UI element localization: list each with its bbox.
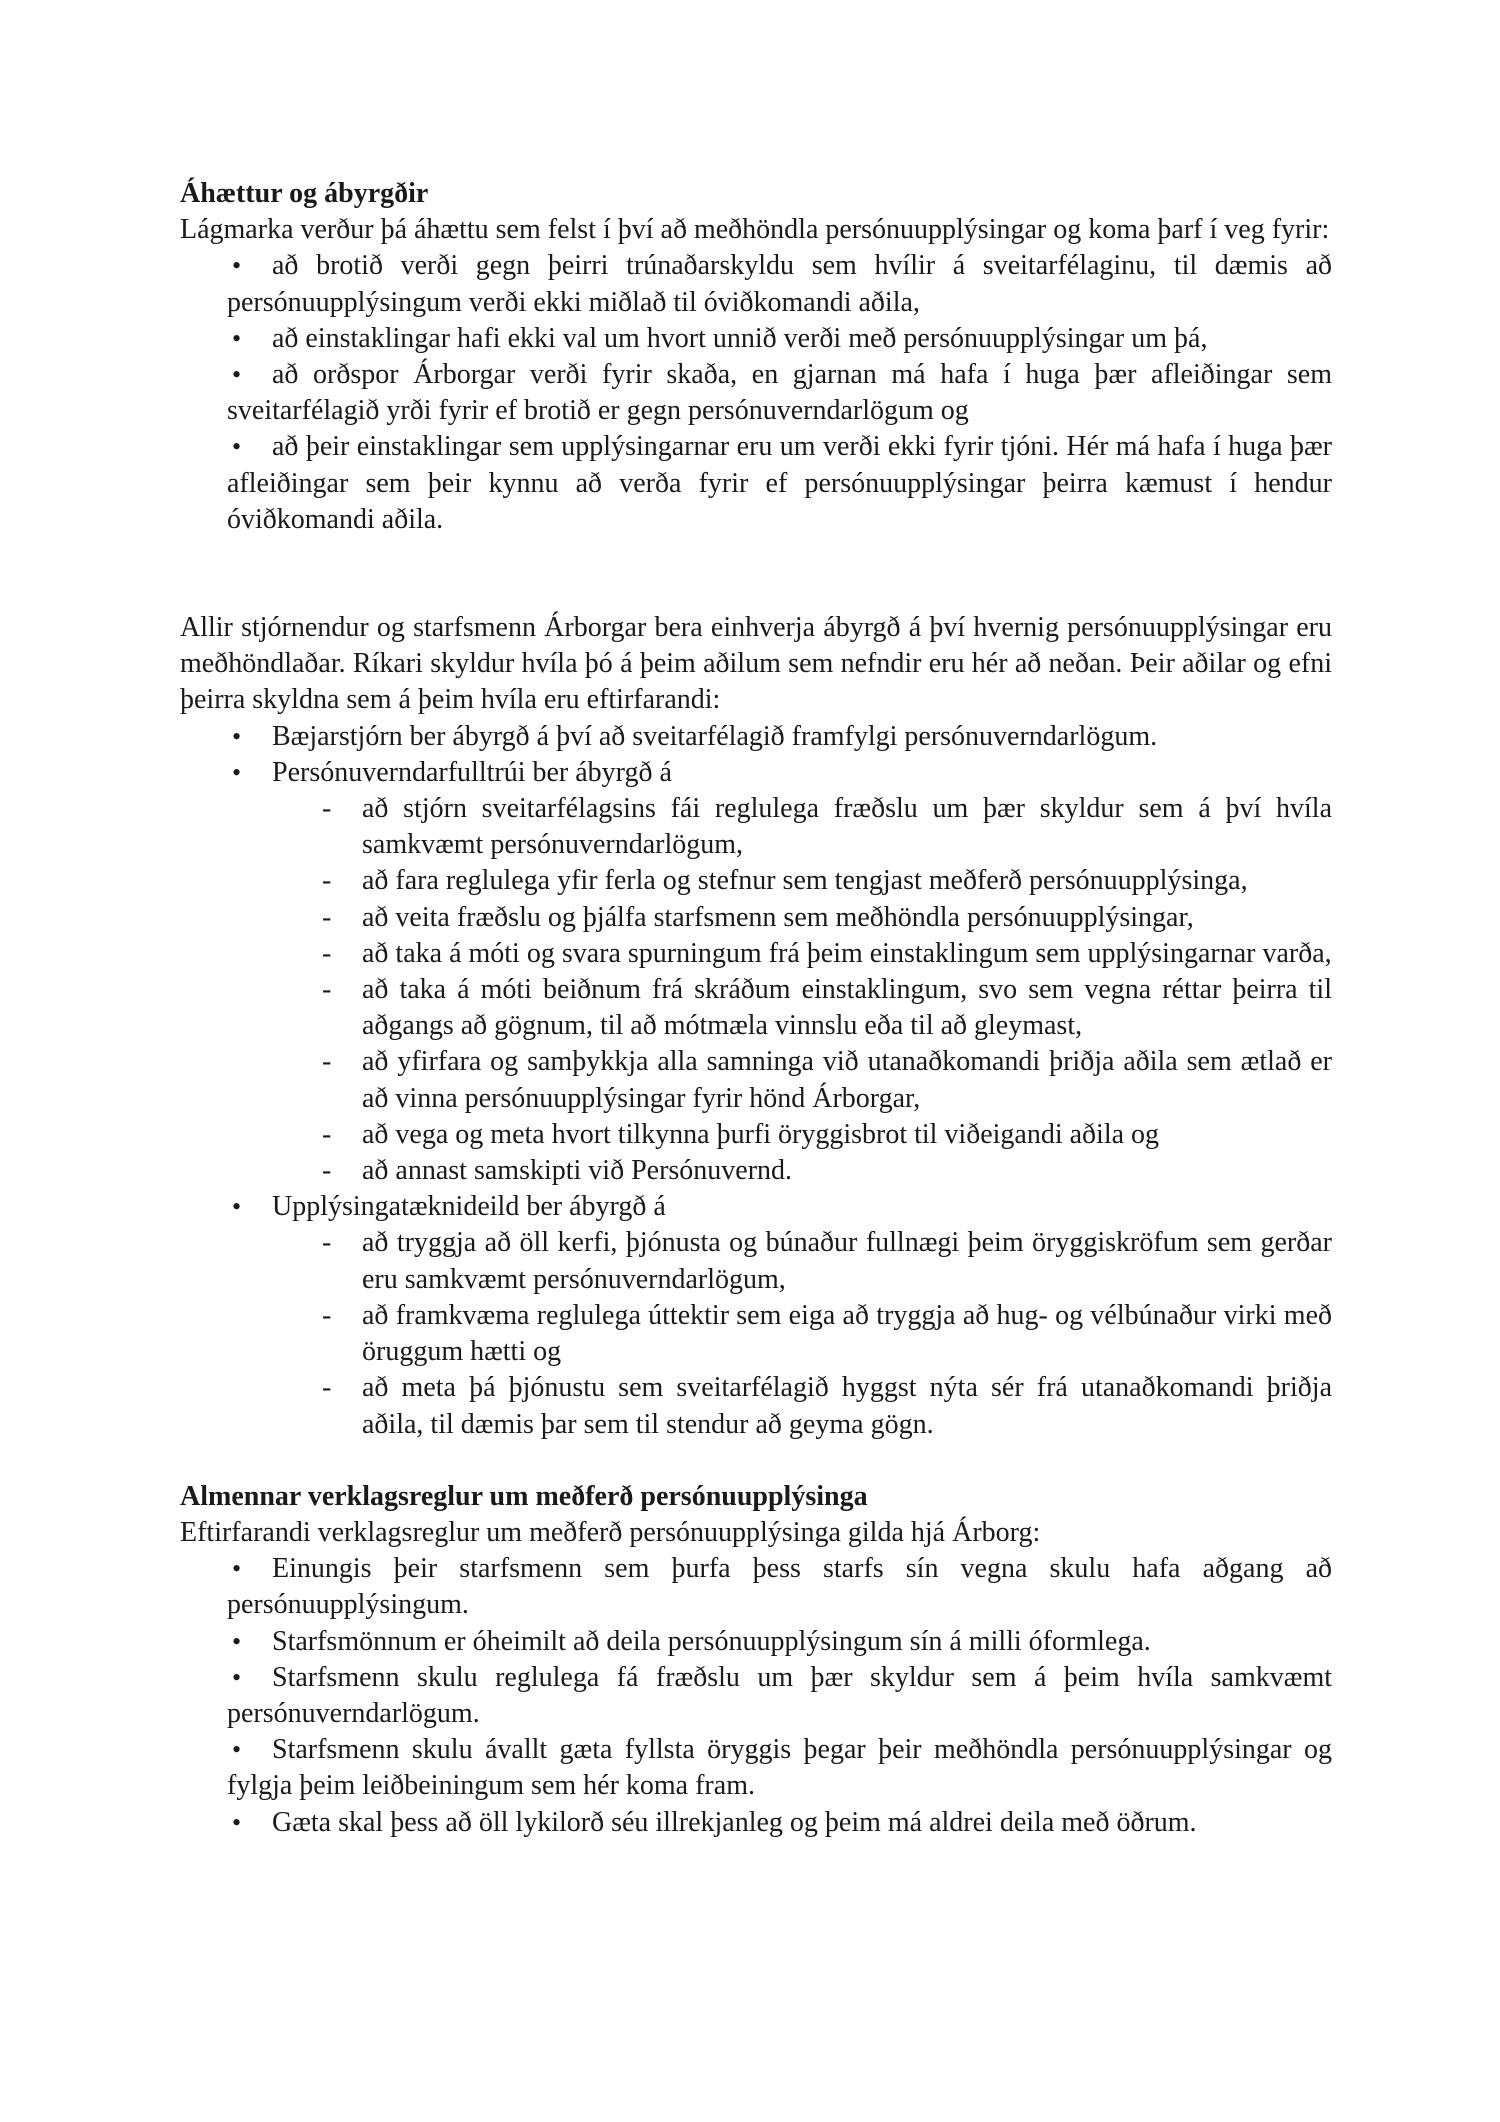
list-item: • að einstaklingar hafi ekki val um hvort unnið verði með persónuupplýsingar um þá, [227,321,1332,357]
list-item: - að tryggja að öll kerfi, þjónusta og búnaður fullnægi þeim öryggiskröfum sem gerðar eru samkvæmt persónuverndarlögum, [362,1225,1332,1297]
spacer [180,538,1332,610]
list-item: • Einungis þeir starfsmenn sem þurfa þess starfs sín vegna skulu hafa aðgang að persónuupplýsingum. [227,1551,1332,1623]
role-item-it [227,1189,1332,1225]
role-label: Upplýsingatæknideild ber ábyrgð á [272,1191,666,1223]
section-heading-risks: Áhættur og ábyrgðir [180,178,429,209]
role-item-dpo [227,755,1332,791]
list-item: - að taka á móti beiðnum frá skráðum einstaklingum, svo sem vegna réttar þeirra til aðgangs að gögnum, til að mótmæla vinnslu eða til að gleymast, [362,972,1332,1044]
list-item: - að fara reglulega yfir ferla og stefnur sem tengjast meðferð persónuupplýsinga, [362,863,1332,899]
list-item: - að yfirfara og samþykkja alla samninga við utanaðkomandi þriðja aðila sem ætlað er að vinna persónuupplýsingar fyrir hönd Árborgar, [362,1044,1332,1116]
list-item: - að stjórn sveitarfélagsins fái reglulega fræðslu um þær skyldur sem á því hvíla samkvæmt persónuverndarlögum, [362,791,1332,863]
list-item: • að orðspor Árborgar verði fyrir skaða, en gjarnan má hafa í huga þær afleiðingar sem sveitarfélagið yrði fyrir ef brotið er gegn persónuverndarlögum og [227,357,1332,429]
list-item: - að meta þá þjónustu sem sveitarfélagið hyggst nýta sér frá utanaðkomandi þriðja aðila, til dæmis þar sem til stendur að geyma gögn. [362,1370,1332,1442]
list-item: - að veita fræðslu og þjálfa starfsmenn sem meðhöndla persónuupplýsingar, [362,900,1332,936]
role-item-council [227,719,1332,755]
list-item: • Gæta skal þess að öll lykilorð séu illrekjanleg og þeim má aldrei deila með öðrum. [227,1805,1332,1841]
role-label: Persónuverndarfulltrúi ber ábyrgð á [272,756,672,788]
document-page [180,176,1332,1841]
section-intro: Eftirfarandi verklagsreglur um meðferð persónuupplýsinga gilda hjá Árborg: [180,1516,1041,1548]
list-item: • Starfsmenn skulu ávallt gæta fyllsta öryggis þegar þeir meðhöndla persónuupplýsingar og fylgja þeim leiðbeiningum sem hér koma fram. [227,1732,1332,1804]
list-item: - að vega og meta hvort tilkynna þurfi öryggisbrot til viðeigandi aðila og [362,1117,1332,1153]
it-duties-list [180,1225,1332,1442]
list-item: • að brotið verði gegn þeirri trúnaðarskyldu sem hvílir á sveitarfélaginu, til dæmis að persónuupplýsingum verði ekki miðlað til óviðkomandi aðila, [227,248,1332,320]
section-heading-procedures: Almennar verklagsreglur um meðferð persónuupplýsinga [180,1480,868,1512]
list-item: - að annast samskipti við Persónuvernd. [362,1153,1332,1189]
roles-list [180,719,1332,791]
role-label: Bæjarstjórn ber ábyrgð á því að sveitarfélagið framfylgi persónuverndarlögum. [272,720,1158,752]
list-item: • Starfsmenn skulu reglulega fá fræðslu um þær skyldur sem á þeim hvíla samkvæmt persónuverndarlögum. [227,1660,1332,1732]
responsibility-paragraph: Allir stjórnendur og starfsmenn Árborgar bera einhverja ábyrgð á því hvernig persónuupplýsingar eru meðhöndlaðar. Ríkari skyldur hvíla þó á þeim aðilum sem nefndir eru hér að neðan. Þeir aðilar og efni þeirra skyldna sem á þeim hvíla eru eftirfarandi: [180,612,1332,716]
section-intro: Lágmarka verður þá áhættu sem felst í því að meðhöndla persónuupplýsingar og koma þarf í veg fyrir: [180,214,1330,246]
procedures-list [180,1551,1332,1841]
list-item: • Starfsmönnum er óheimilt að deila persónuupplýsingum sín á milli óformlega. [227,1624,1332,1660]
spacer [180,1443,1332,1479]
risk-list [180,248,1332,538]
list-item: - að taka á móti og svara spurningum frá þeim einstaklingum sem upplýsingarnar varða, [362,936,1332,972]
list-item: - að framkvæma reglulega úttektir sem eiga að tryggja að hug- og vélbúnaður virki með öruggum hætti og [362,1298,1332,1370]
list-item: • að þeir einstaklingar sem upplýsingarnar eru um verði ekki fyrir tjóni. Hér má hafa í huga þær afleiðingar sem þeir kynnu að verða fyrir ef persónuupplýsingar þeirra kæmust í hendur óviðkomandi aðila. [227,429,1332,538]
dpo-duties-list [180,791,1332,1189]
roles-list-continued [180,1189,1332,1225]
